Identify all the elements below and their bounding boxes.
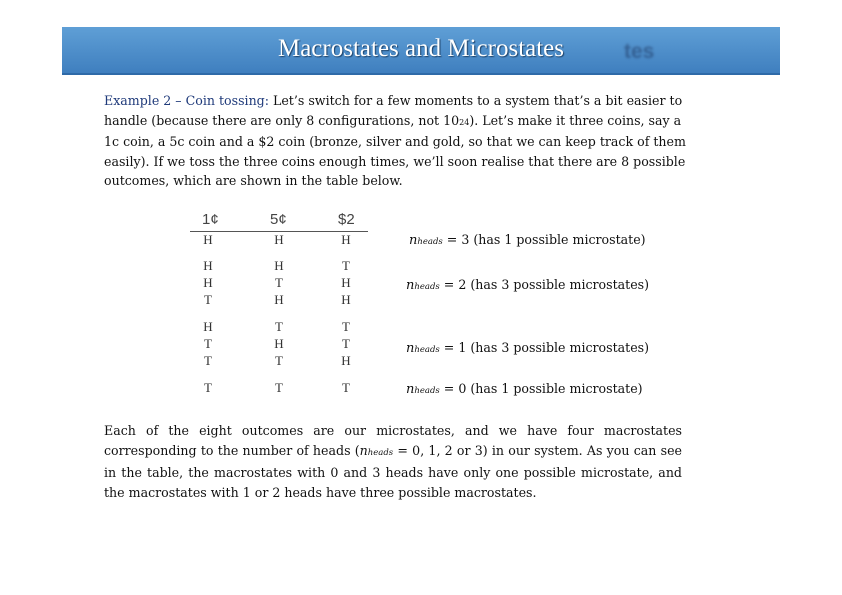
table-cell: H xyxy=(274,292,284,307)
intro-exponent: 24 xyxy=(459,117,470,127)
macrostate-label-3: nheads = 3 (has 1 possible microstate) xyxy=(409,232,646,248)
table-cell: T xyxy=(342,258,350,273)
table-cell: H xyxy=(274,258,284,273)
table-cell: H xyxy=(203,275,213,290)
table-cell: T xyxy=(275,275,283,290)
title-banner xyxy=(62,27,780,75)
table-cell: H xyxy=(274,232,284,247)
table-cell: H xyxy=(203,319,213,334)
header-2dollar: $2 xyxy=(338,211,355,228)
header-1c: 1¢ xyxy=(202,211,219,228)
table-cell: T xyxy=(204,336,212,351)
table-cell: H xyxy=(341,292,351,307)
macrostate-label-0: nheads = 0 (has 1 possible microstate) xyxy=(406,381,643,397)
table-cell: H xyxy=(203,258,213,273)
table-cell: H xyxy=(341,353,351,368)
example-lead: Example 2 – Coin tossing: xyxy=(104,93,269,108)
table-cell: H xyxy=(274,336,284,351)
coin-outcomes-table xyxy=(192,205,372,400)
title-ghost-text: tes xyxy=(624,40,655,63)
macrostate-label-1: nheads = 1 (has 3 possible microstates) xyxy=(406,340,650,356)
intro-paragraph xyxy=(104,91,694,191)
table-cell: T xyxy=(204,292,212,307)
table-cell: T xyxy=(342,319,350,334)
page-title: Macrostates and Microstates xyxy=(277,35,565,62)
table-cell: T xyxy=(204,380,212,395)
table-cell: T xyxy=(275,353,283,368)
table-cell: H xyxy=(341,275,351,290)
table-cell: H xyxy=(203,232,213,247)
table-cell: T xyxy=(275,319,283,334)
intro-text-1: Let’s switch for a few moments to a system that’s a bit easier to handle (because there are only 8 configurations, not 10 xyxy=(104,93,683,128)
table-cell: T xyxy=(342,380,350,395)
header-5c: 5¢ xyxy=(270,211,287,228)
conclusion-paragraph: Each of the eight outcomes are our microstates, and we have four macrostates corresponding to the number of heads (nheads = 0, 1, 2 or 3) in our system. As you can see in the table, the macrostates with 0 and 3 heads have only one possible microstate, and the macrostates with 1 or 2 heads have three possible macrostates. xyxy=(104,423,682,500)
table-cell: T xyxy=(275,380,283,395)
table-cell: T xyxy=(342,336,350,351)
macrostate-label-2: nheads = 2 (has 3 possible microstates) xyxy=(406,277,650,293)
table-cell: T xyxy=(204,353,212,368)
table-cell: H xyxy=(341,232,351,247)
intro-text-2: ). Let’s make it three coins, say a 1c coin, a 5c coin and a $2 coin (bronze, silver and gold, so that we can keep track of them easily). If we toss the three coins enough times, we’ll soon realise that there are 8 possible outcomes, which are shown in the table below. xyxy=(104,112,686,188)
